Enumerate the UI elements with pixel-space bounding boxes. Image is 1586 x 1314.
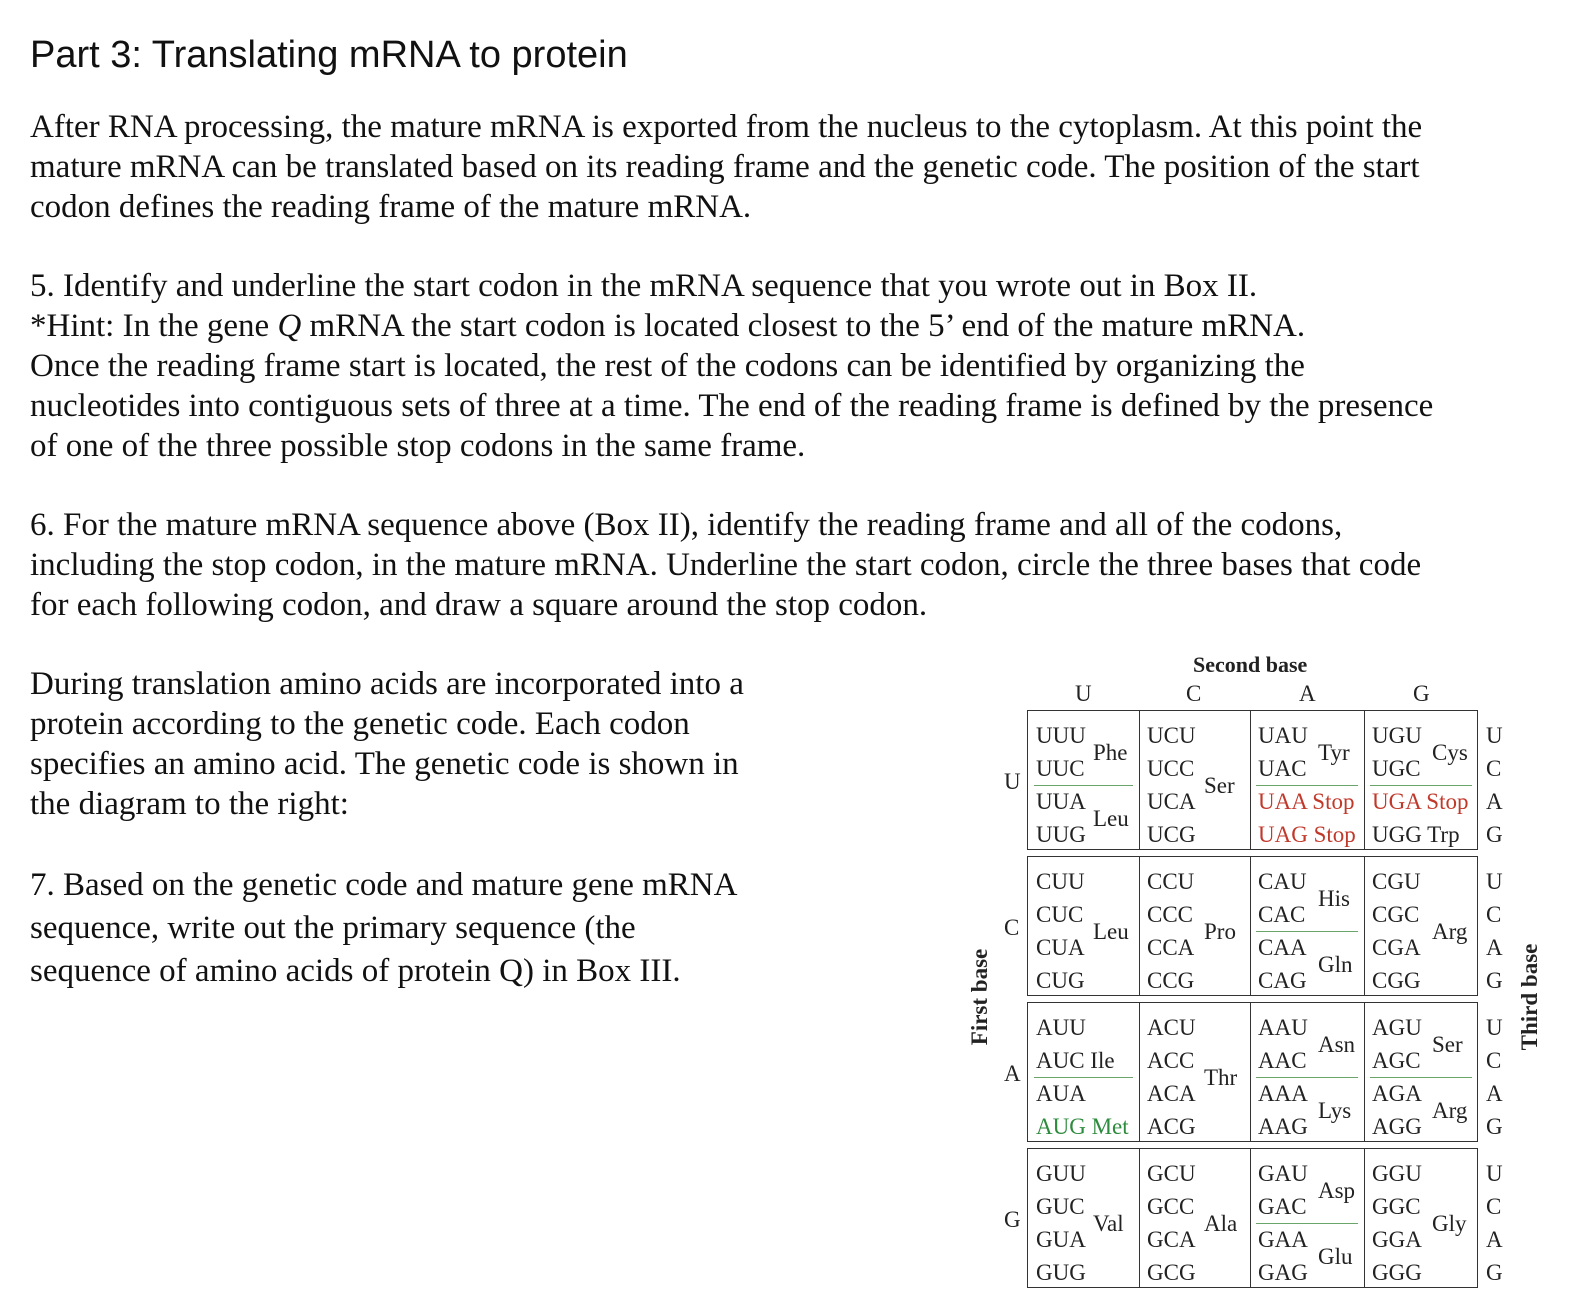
- intro-line: codon defines the reading frame of the mature mRNA.: [30, 189, 752, 225]
- column-divider: [1250, 856, 1251, 996]
- third-base-letter: A: [1486, 935, 1503, 960]
- second-base-letter: U: [1075, 681, 1092, 706]
- third-base-letter: U: [1486, 723, 1503, 748]
- codon: GGC: [1372, 1194, 1421, 1219]
- amino-acid: Gln: [1318, 951, 1353, 977]
- codon: GGU: [1372, 1161, 1422, 1186]
- codon: UAU: [1258, 723, 1308, 748]
- codon: UCG: [1147, 822, 1196, 847]
- codon: UCU: [1147, 723, 1196, 748]
- codon: CAU: [1258, 869, 1307, 894]
- codon: CCA: [1147, 935, 1195, 960]
- amino-acid: Val: [1093, 1210, 1124, 1236]
- third-base-letter: C: [1486, 1194, 1502, 1219]
- codon: AGG: [1372, 1114, 1422, 1139]
- third-base-letter: G: [1486, 1260, 1503, 1285]
- amino-acid: Asn: [1318, 1031, 1356, 1057]
- hint-suffix: mRNA the start codon is located closest to the 5’ end of the mature mRNA.: [301, 308, 1306, 344]
- amino-acid: Tyr: [1318, 739, 1350, 765]
- amino-acid: Leu: [1093, 805, 1129, 831]
- amino-acid: Ser: [1432, 1031, 1463, 1057]
- codon: AGC: [1372, 1048, 1421, 1073]
- codon: AUG Met: [1036, 1114, 1129, 1139]
- codon: CAG: [1258, 968, 1307, 993]
- third-base-label: Third base: [1517, 943, 1542, 1051]
- second-base-label: Second base: [1193, 652, 1308, 677]
- column-divider: [1364, 856, 1365, 996]
- codon: AUU: [1036, 1015, 1086, 1040]
- codon: GAA: [1258, 1227, 1308, 1252]
- third-base-letter: A: [1486, 789, 1503, 814]
- codon-group-divider: [1256, 1223, 1358, 1224]
- amino-acid: Gly: [1432, 1210, 1467, 1236]
- codon: GAG: [1258, 1260, 1308, 1285]
- third-base-letter: C: [1486, 756, 1502, 781]
- translation-line: protein according to the genetic code. Each codon: [30, 706, 690, 742]
- column-divider: [1250, 1002, 1251, 1142]
- amino-acid: Arg: [1432, 1097, 1468, 1123]
- second-base-letter: C: [1186, 681, 1202, 706]
- codon: CGC: [1372, 902, 1420, 927]
- codon: GUA: [1036, 1227, 1086, 1252]
- q7-line: 7. Based on the genetic code and mature gene mRNA: [30, 867, 738, 903]
- translation-line: the diagram to the right:: [30, 786, 349, 822]
- codon-group-divider: [1034, 1077, 1133, 1078]
- hint-gene: Q: [277, 308, 302, 344]
- amino-acid: Phe: [1093, 739, 1128, 765]
- q5-line: of one of the three possible stop codons in the same frame.: [30, 428, 806, 464]
- codon: GAC: [1258, 1194, 1307, 1219]
- q6-line: including the stop codon, in the mature mRNA. Underline the start codon, circle the three bases that code: [30, 547, 1422, 583]
- column-divider: [1250, 710, 1251, 850]
- codon: AUA: [1036, 1081, 1086, 1106]
- codon-group-divider: [1370, 1077, 1472, 1078]
- codon: AGU: [1372, 1015, 1422, 1040]
- codon: GAU: [1258, 1161, 1308, 1186]
- codon: AAC: [1258, 1048, 1307, 1073]
- codon: CGU: [1372, 869, 1421, 894]
- amino-acid: Glu: [1318, 1243, 1353, 1269]
- codon: GUG: [1036, 1260, 1086, 1285]
- codon: ACC: [1147, 1048, 1195, 1073]
- codon: CUA: [1036, 935, 1085, 960]
- intro-line: After RNA processing, the mature mRNA is exported from the nucleus to the cytoplasm. At this point the: [30, 109, 1423, 145]
- codon: UGA Stop: [1372, 789, 1469, 814]
- amino-acid: Thr: [1204, 1064, 1238, 1090]
- q6-line: for each following codon, and draw a square around the stop codon.: [30, 587, 928, 623]
- codon: AAA: [1258, 1081, 1308, 1106]
- codon: GUC: [1036, 1194, 1085, 1219]
- column-divider: [1364, 710, 1365, 850]
- first-base-letter: U: [1004, 769, 1021, 794]
- codon-group-divider: [1370, 785, 1472, 786]
- codon: CUG: [1036, 968, 1085, 993]
- q5-line: Once the reading frame start is located, the rest of the codons can be identified by organizing the: [30, 348, 1305, 384]
- third-base-letter: C: [1486, 1048, 1502, 1073]
- codon: GUU: [1036, 1161, 1086, 1186]
- amino-acid: Leu: [1093, 918, 1129, 944]
- q7-line: sequence, write out the primary sequence (the: [30, 910, 636, 946]
- amino-acid: Arg: [1432, 918, 1468, 944]
- amino-acid: Lys: [1318, 1097, 1352, 1123]
- third-base-letter: G: [1486, 1114, 1503, 1139]
- codon: GCU: [1147, 1161, 1196, 1186]
- codon: CAC: [1258, 902, 1306, 927]
- column-divider: [1139, 1148, 1140, 1288]
- column-divider: [1364, 1002, 1365, 1142]
- third-base-letter: A: [1486, 1081, 1503, 1106]
- q7-line: sequence of amino acids of protein Q) in Box III.: [30, 953, 681, 989]
- intro-line: mature mRNA can be translated based on its reading frame and the genetic code. The position of the start: [30, 149, 1420, 185]
- amino-acid: Pro: [1204, 918, 1236, 944]
- third-base-letter: G: [1486, 968, 1503, 993]
- third-base-letter: U: [1486, 1161, 1503, 1186]
- first-base-letter: C: [1004, 915, 1020, 940]
- codon: CGA: [1372, 935, 1421, 960]
- codon: UAG Stop: [1258, 822, 1356, 847]
- q5-line: nucleotides into contiguous sets of three at a time. The end of the reading frame is defined by the presence: [30, 388, 1434, 424]
- amino-acid: His: [1318, 885, 1350, 911]
- third-base-letter: U: [1486, 1015, 1503, 1040]
- codon: UGC: [1372, 756, 1421, 781]
- column-divider: [1139, 856, 1140, 996]
- codon: ACA: [1147, 1081, 1196, 1106]
- codon: ACU: [1147, 1015, 1196, 1040]
- third-base-letter: A: [1486, 1227, 1503, 1252]
- codon: UGG Trp: [1372, 822, 1460, 847]
- codon: AAG: [1258, 1114, 1308, 1139]
- third-base-letter: C: [1486, 902, 1502, 927]
- codon: UUG: [1036, 822, 1086, 847]
- column-divider: [1250, 1148, 1251, 1288]
- codon: UUC: [1036, 756, 1085, 781]
- codon-group-divider: [1034, 785, 1133, 786]
- translation-line: During translation amino acids are incorporated into a: [30, 666, 744, 702]
- amino-acid: Ser: [1204, 772, 1235, 798]
- codon: UGU: [1372, 723, 1422, 748]
- second-base-letter: G: [1413, 681, 1430, 706]
- codon-group-divider: [1256, 931, 1358, 932]
- first-base-label: First base: [967, 948, 992, 1046]
- codon: CCU: [1147, 869, 1195, 894]
- codon: UAA Stop: [1258, 789, 1355, 814]
- codon: AGA: [1372, 1081, 1422, 1106]
- q6-line: 6. For the mature mRNA sequence above (Box II), identify the reading frame and all of the codons,: [30, 507, 1343, 543]
- codon: UAC: [1258, 756, 1307, 781]
- codon: CAA: [1258, 935, 1307, 960]
- first-base-letter: A: [1004, 1061, 1021, 1086]
- codon: AUC Ile: [1036, 1048, 1115, 1073]
- codon: GCG: [1147, 1260, 1196, 1285]
- codon: ACG: [1147, 1114, 1196, 1139]
- codon-group-divider: [1256, 1077, 1358, 1078]
- codon: GGA: [1372, 1227, 1422, 1252]
- codon: CUU: [1036, 869, 1085, 894]
- first-base-letter: G: [1004, 1207, 1021, 1232]
- column-divider: [1364, 1148, 1365, 1288]
- codon: CUC: [1036, 902, 1084, 927]
- amino-acid: Ala: [1204, 1210, 1238, 1236]
- codon: CCG: [1147, 968, 1195, 993]
- second-base-letter: A: [1299, 681, 1316, 706]
- codon: CGG: [1372, 968, 1421, 993]
- third-base-letter: U: [1486, 869, 1503, 894]
- third-base-letter: G: [1486, 822, 1503, 847]
- column-divider: [1139, 1002, 1140, 1142]
- codon: AAU: [1258, 1015, 1308, 1040]
- hint-prefix: *Hint: In the gene: [30, 308, 278, 344]
- amino-acid: Cys: [1432, 739, 1468, 765]
- amino-acid: Asp: [1318, 1177, 1356, 1203]
- codon: GGG: [1372, 1260, 1422, 1285]
- codon: UUU: [1036, 723, 1086, 748]
- codon: GCA: [1147, 1227, 1196, 1252]
- codon: CCC: [1147, 902, 1194, 927]
- codon: GCC: [1147, 1194, 1195, 1219]
- codon: UCC: [1147, 756, 1195, 781]
- translation-line: specifies an amino acid. The genetic code is shown in: [30, 746, 739, 782]
- page-title: Part 3: Translating mRNA to protein: [30, 34, 628, 76]
- column-divider: [1139, 710, 1140, 850]
- codon: UCA: [1147, 789, 1196, 814]
- codon: UUA: [1036, 789, 1086, 814]
- q5-line: 5. Identify and underline the start codon in the mRNA sequence that you wrote out in Box II.: [30, 268, 1258, 304]
- codon-group-divider: [1256, 785, 1358, 786]
